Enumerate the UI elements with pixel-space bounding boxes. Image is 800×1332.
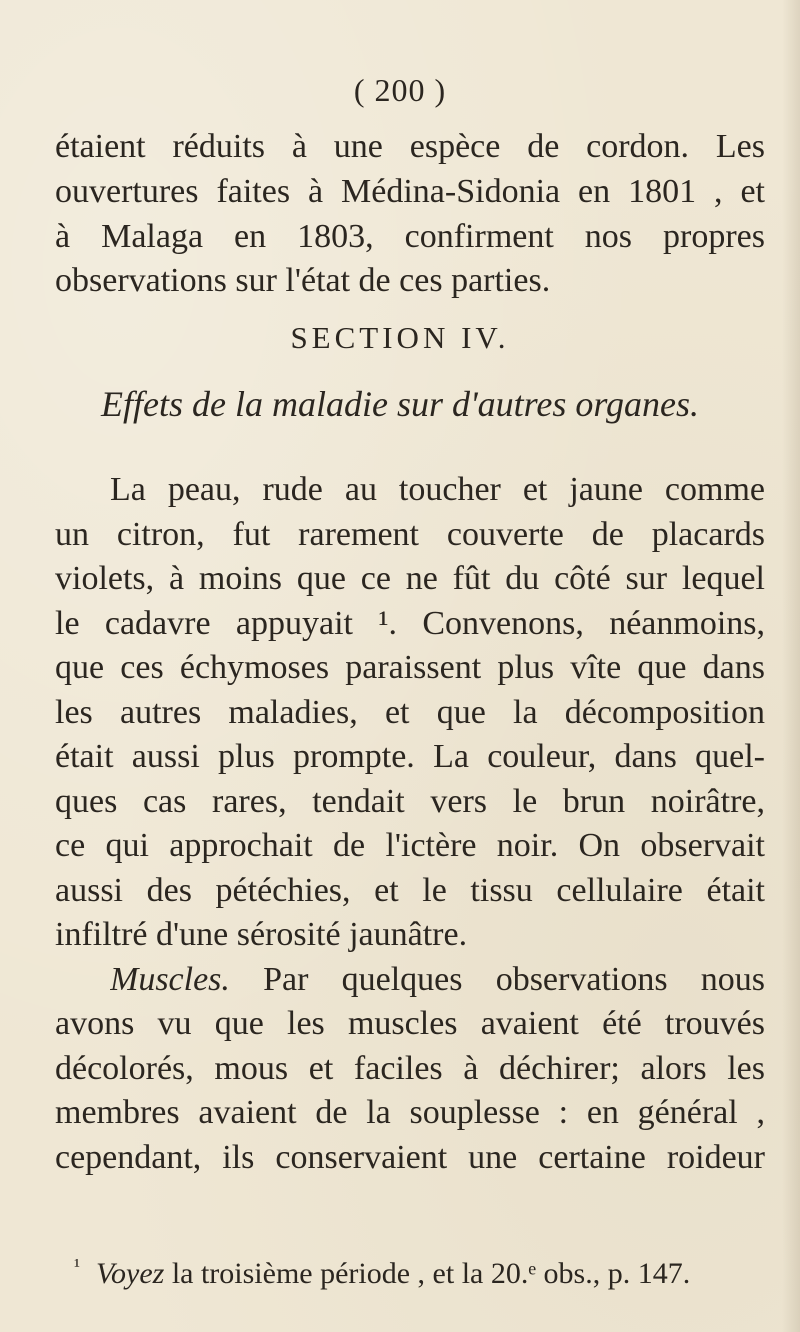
paragraph-line: les autres maladies, et que la décomposition — [55, 694, 765, 731]
paragraph-line: ques cas rares, tendait vers le brun noirâtre, — [55, 783, 765, 820]
paragraph-line: aussi des pétéchies, et le tissu cellulaire était — [55, 872, 765, 909]
page-edge-shadow — [782, 0, 800, 1332]
paragraph-line: ce qui approchait de l'ictère noir. On observait — [55, 827, 765, 864]
paragraph-line: décolorés, mous et faciles à déchirer; alors les — [55, 1050, 765, 1087]
paragraph-line: La peau, rude au toucher et jaune comme — [110, 471, 765, 508]
footnote-text: la troisième période , et la 20.ᵉ obs., p. 147. — [164, 1257, 691, 1290]
text-line: à Malaga en 1803, confirment nos propres — [55, 218, 765, 255]
text-line: ouvertures faites à Médina-Sidonia en 1801 , et — [55, 173, 765, 210]
footnote-mark: ¹ — [74, 1255, 80, 1277]
footnote — [96, 1255, 766, 1293]
text-line: observations sur l'état de ces parties. — [55, 262, 551, 299]
paragraph-line: membres avaient de la souplesse : en général , — [55, 1094, 765, 1131]
footnote-italic: Voyez — [96, 1257, 165, 1290]
paragraph-line: violets, à moins que ce ne fût du côté sur lequel — [55, 560, 765, 597]
paragraph-line: le cadavre appuyait ¹. Convenons, néanmoins, — [55, 605, 765, 642]
paragraph-line-first — [110, 958, 765, 1002]
page-number: ( 200 ) — [353, 72, 447, 108]
paragraph-line: que ces échymoses paraissent plus vîte que dans — [55, 649, 765, 686]
section-heading: SECTION IV. — [290, 320, 510, 355]
section-subtitle: Effets de la maladie sur d'autres organes. — [101, 384, 699, 424]
paragraph-line: infiltré d'une sérosité jaunâtre. — [55, 916, 468, 953]
paragraph-line: cependant, ils conservaient une certaine roideur — [55, 1139, 765, 1176]
paragraph-line: avons vu que les muscles avaient été trouvés — [55, 1005, 765, 1042]
paragraph-line: un citron, fut rarement couverte de placards — [55, 516, 765, 553]
text-line: étaient réduits à une espèce de cordon. Les — [55, 128, 765, 165]
paragraph-first-rest: Par quelques observations nous — [263, 961, 765, 998]
muscles-lead: Muscles. — [110, 961, 230, 998]
paragraph-line: était aussi plus prompte. La couleur, dans quel- — [55, 738, 765, 775]
